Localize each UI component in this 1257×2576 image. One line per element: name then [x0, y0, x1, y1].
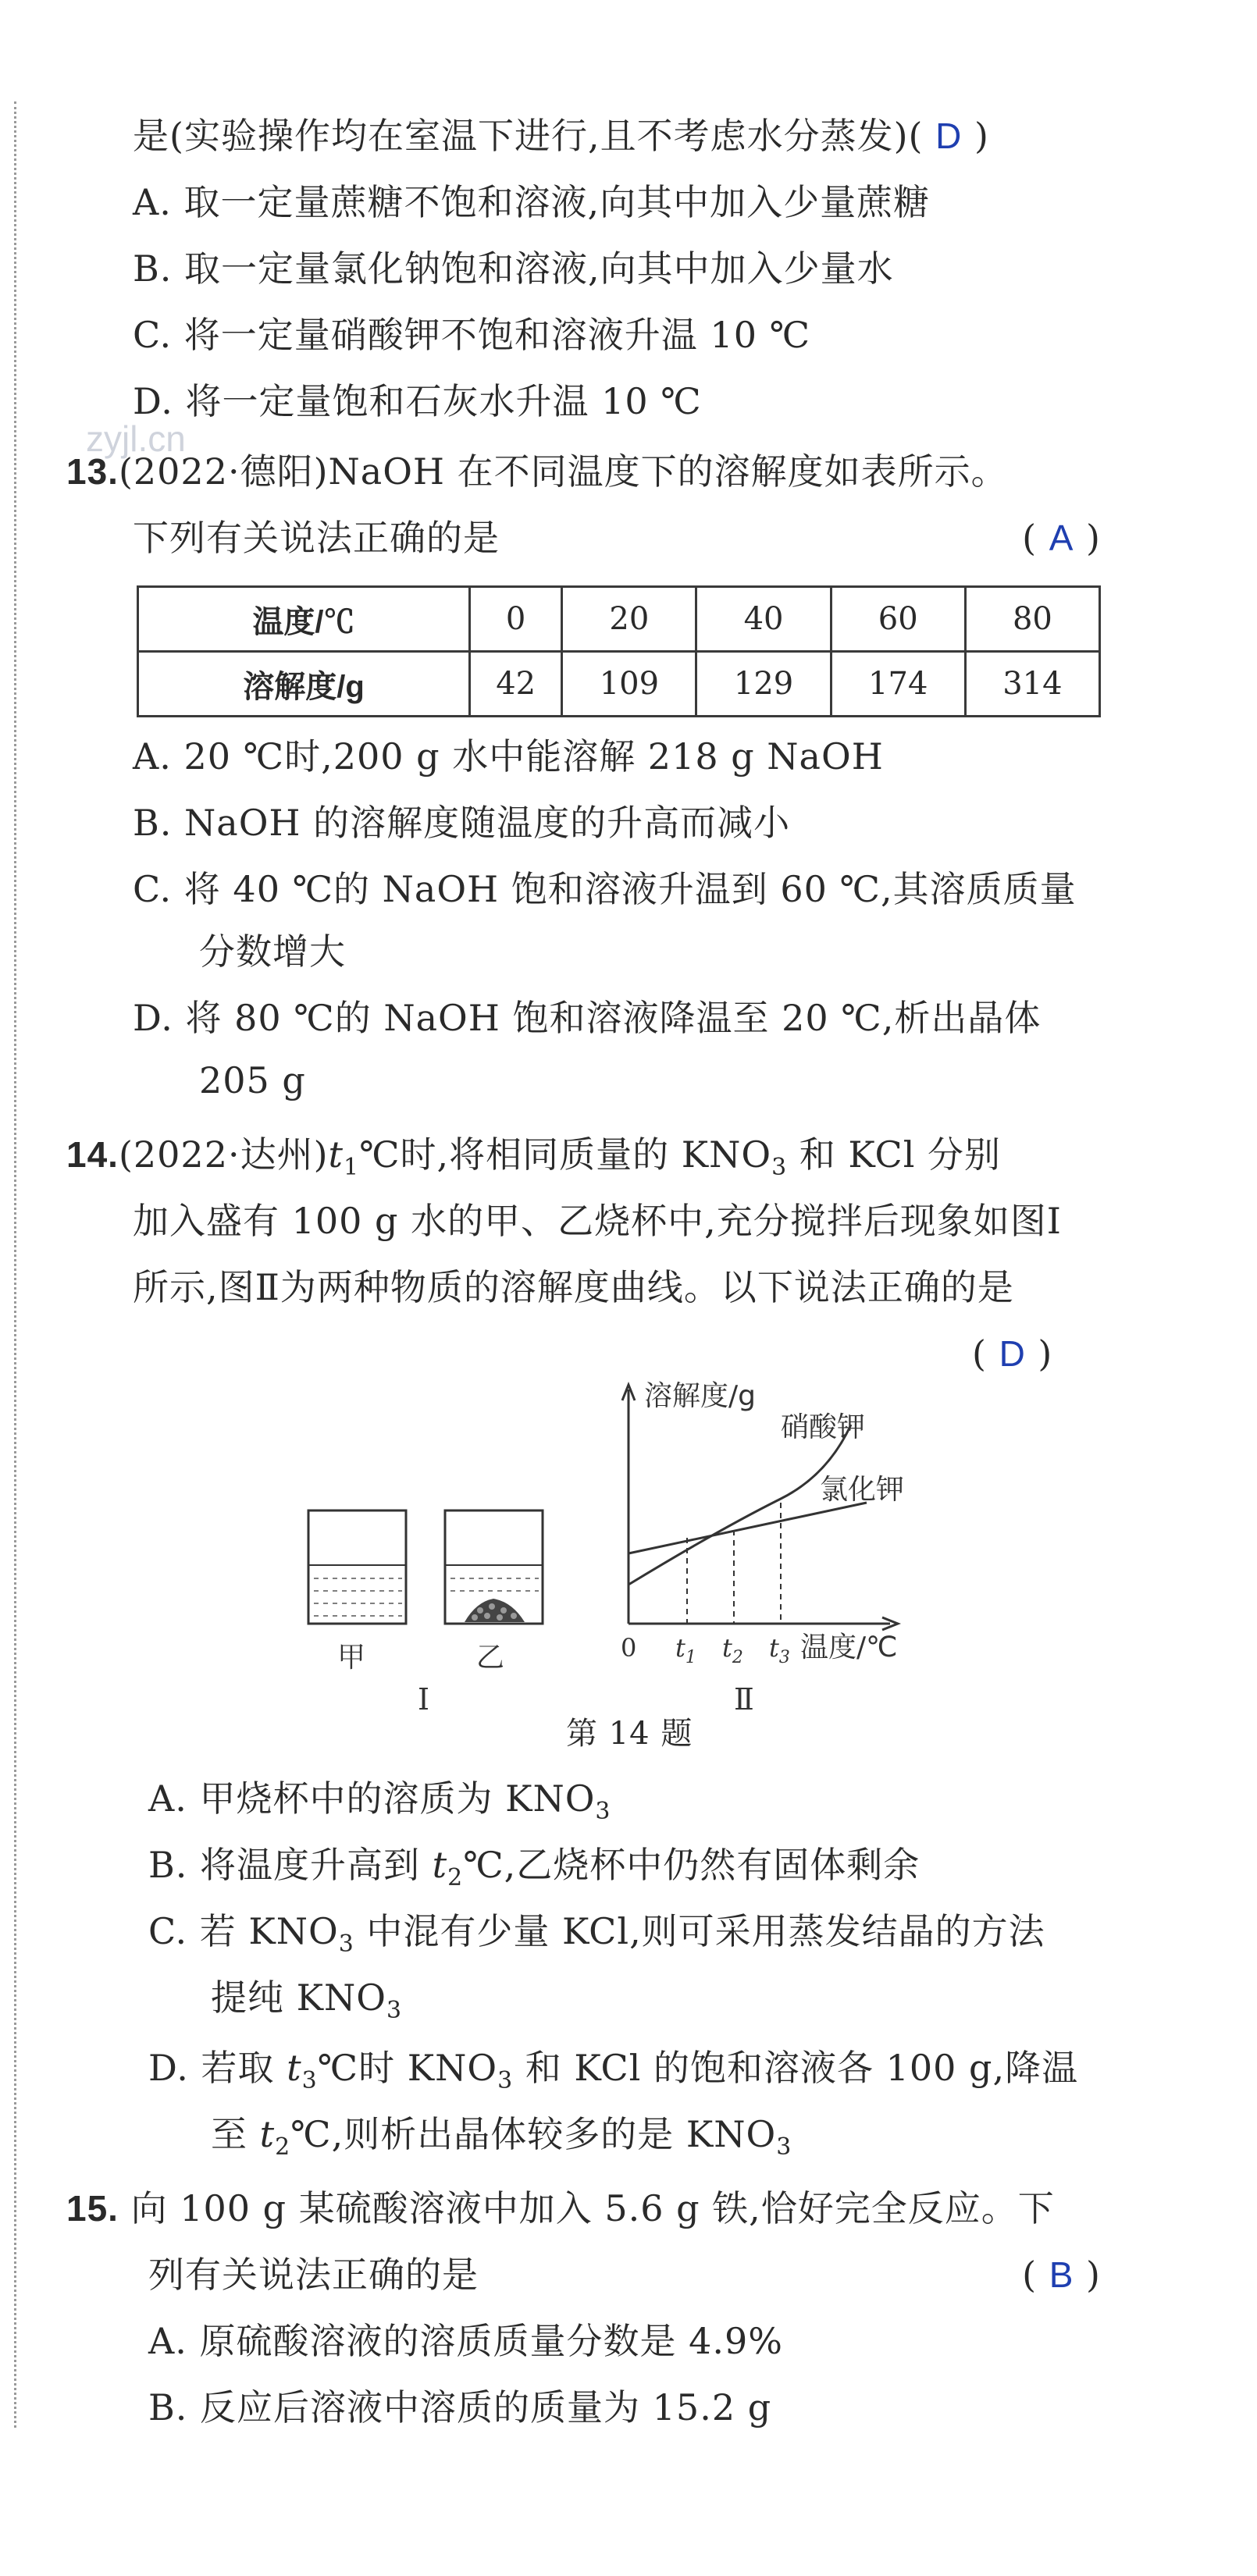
q12-stem: 是(实验操作均在室温下进行,且不考虑水分蒸发)( D )	[133, 115, 989, 157]
beaker-yi	[445, 1510, 543, 1624]
watermark: zyjl.cn	[86, 418, 186, 459]
t1-tick: $t_1$	[675, 1633, 696, 1667]
beaker-yi-label: 乙	[476, 1642, 505, 1674]
q14-stem-source: (2022·达州)	[118, 1133, 329, 1176]
q14-option-d-line1	[148, 2045, 1078, 2104]
beaker-jia	[308, 1510, 406, 1624]
q15-option-b: B. 反应后溶液中溶质的质量为 15.2 g	[148, 2386, 772, 2428]
figure-1-label: Ⅰ	[418, 1682, 430, 1717]
table-cell: 60	[831, 587, 965, 652]
q12-option-c: C. 将一定量硝酸钾不饱和溶液升温 10 ℃	[133, 314, 811, 356]
q12-answer: D	[935, 116, 963, 156]
q14-stem-text-b: ℃时,将相同质量的 KNO	[359, 1133, 772, 1176]
q13-option-c-line1: C. 将 40 ℃的 NaOH 饱和溶液升温到 60 ℃,其溶质质量	[133, 868, 1077, 910]
q14-option-d-text5: ℃,则析出晶体较多的是 KNO	[290, 2113, 777, 2155]
t-symbol: t	[259, 2113, 276, 2155]
figure-2-label: Ⅱ	[734, 1682, 754, 1717]
x-axis-label: 温度/℃	[800, 1631, 898, 1663]
table-row	[138, 587, 1100, 652]
q14-option-d-text2: ℃时 KNO	[317, 2047, 498, 2089]
q15-stem-line2: 列有关说法正确的是 ( B )	[148, 2254, 1101, 2296]
table-cell: 80	[965, 587, 1099, 652]
q13-stem-text2: 下列有关说法正确的是	[133, 517, 500, 559]
table-cell: 42	[470, 652, 562, 717]
q15-number: 15.	[66, 2188, 119, 2229]
q14-option-a	[148, 1776, 611, 1834]
table-header-solubility: 溶解度/g	[138, 652, 470, 717]
beaker-jia-label: 甲	[337, 1642, 366, 1674]
q14-kno3-sub: 3	[771, 1154, 788, 1182]
q15-stem-text: 向 100 g 某硫酸溶液中加入 5.6 g 铁,恰好完全反应。下	[130, 2187, 1055, 2229]
q13-number: 13.	[66, 451, 119, 492]
q14-answer: D	[999, 1333, 1026, 1374]
q14-t-symbol: t	[328, 1133, 344, 1176]
sub: 3	[338, 1930, 354, 1959]
table-cell: 174	[831, 652, 965, 717]
table-cell: 20	[562, 587, 696, 652]
q15-answer: B	[1049, 2254, 1074, 2295]
q15-option-a: A. 原硫酸溶液的溶质质量分数是 4.9%	[148, 2320, 783, 2362]
q12-stem-text: 是(实验操作均在室温下进行,且不考虑水分蒸发)	[133, 115, 909, 157]
kno3-curve	[628, 1425, 851, 1585]
q12-option-b: B. 取一定量氯化钠饱和溶液,向其中加入少量水	[133, 247, 894, 290]
t2-tick: $t_2$	[722, 1633, 743, 1667]
solubility-table	[137, 585, 1101, 717]
q13-option-d-line1: D. 将 80 ℃的 NaOH 饱和溶液降温至 20 ℃,析出晶体	[133, 997, 1042, 1039]
q14-number: 14.	[66, 1134, 119, 1175]
q13-option-c-line2: 分数增大	[199, 930, 346, 973]
t-symbol: t	[432, 1844, 448, 1886]
sub: 3	[776, 2133, 792, 2161]
q14-option-c-line1	[148, 1909, 1045, 1967]
q13-option-d-line2: 205 g	[199, 1059, 306, 1101]
q13-answer: A	[1049, 518, 1074, 558]
q14-answer-bracket: ( D )	[972, 1332, 1053, 1375]
table-row	[138, 652, 1100, 717]
q14-option-a-text: A. 甲烧杯中的溶质为 KNO	[148, 1777, 596, 1820]
q13-stem-line2: 下列有关说法正确的是 ( A )	[133, 517, 1101, 559]
q13-stem-text: (2022·德阳)NaOH 在不同温度下的溶解度如表所示。	[118, 450, 1008, 493]
q14-option-d-line2	[211, 2112, 792, 2170]
sub: 3	[497, 2067, 514, 2095]
sub: 3	[386, 1997, 402, 2025]
q13-option-b: B. NaOH 的溶解度随温度的升高而减小	[133, 802, 791, 844]
table-cell: 0	[470, 587, 562, 652]
q13-stem-line1	[66, 449, 1008, 494]
q14-option-d-text3: 和 KCl 的饱和溶液各 100 g,降温	[513, 2047, 1079, 2089]
table-cell: 314	[965, 652, 1099, 717]
q12-option-a: A. 取一定量蔗糖不饱和溶液,向其中加入少量蔗糖	[133, 181, 931, 223]
q14-stem-line2: 加入盛有 100 g 水的甲、乙烧杯中,充分搅拌后现象如图Ⅰ	[133, 1200, 1062, 1242]
q14-figure	[281, 1374, 984, 1717]
kno3-label: 硝酸钾	[781, 1411, 866, 1443]
t-symbol: t	[287, 2047, 302, 2089]
table-cell: 109	[562, 652, 696, 717]
t3-tick: $t_3$	[769, 1633, 790, 1667]
q14-option-c-text2: 中混有少量 KCl,则可采用蒸发结晶的方法	[354, 1910, 1045, 1952]
q15-stem-text2: 列有关说法正确的是	[148, 2254, 479, 2296]
origin-label: 0	[621, 1633, 637, 1663]
table-header-temp: 温度/℃	[138, 587, 470, 652]
q14-option-b-text: B. 将温度升高到	[148, 1844, 433, 1886]
kcl-label: 氯化钾	[820, 1474, 905, 1506]
q14-stem-text-c: 和 KCl 分别	[787, 1133, 1002, 1176]
q12-option-d: D. 将一定量饱和石灰水升温 10 ℃	[133, 380, 702, 422]
sub: 2	[447, 1864, 464, 1892]
q14-option-c-text3: 提纯 KNO	[211, 1976, 386, 2019]
q14-stem-line3: 所示,图Ⅱ为两种物质的溶解度曲线。以下说法正确的是	[133, 1266, 1014, 1308]
figure-caption: 第 14 题	[566, 1716, 693, 1752]
y-axis-label: 溶解度/g	[644, 1380, 756, 1412]
q14-t-sub: 1	[344, 1154, 360, 1182]
q14-option-b-text2: ℃,乙烧杯中仍然有固体剩余	[463, 1844, 920, 1886]
q14-stem-line1	[66, 1132, 1001, 1190]
table-cell: 40	[696, 587, 831, 652]
binding-margin-line	[14, 101, 16, 2428]
q13-option-a: A. 20 ℃时,200 g 水中能溶解 218 g NaOH	[133, 735, 884, 777]
kcl-curve	[628, 1503, 867, 1553]
q15-stem-line1	[66, 2186, 1055, 2231]
q14-option-b	[148, 1842, 920, 1901]
sub: 3	[301, 2067, 318, 2095]
q14-option-d-text4: 至	[211, 2113, 260, 2155]
sub: 3	[595, 1798, 611, 1826]
q14-option-c-text: C. 若 KNO	[148, 1910, 339, 1952]
q14-option-d-text: D. 若取	[148, 2047, 287, 2089]
sub: 2	[275, 2133, 291, 2161]
table-cell: 129	[696, 652, 831, 717]
q14-option-c-line2	[211, 1975, 402, 2033]
